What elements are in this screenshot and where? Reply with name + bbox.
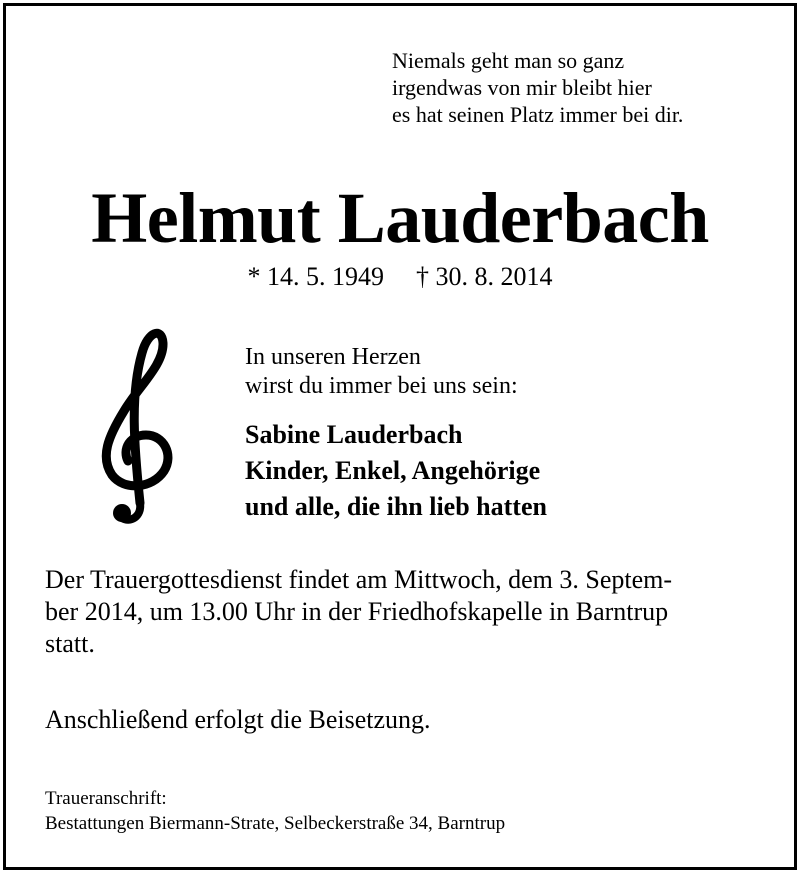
verse-line: es hat seinen Platz immer bei dir.: [392, 102, 684, 127]
address-label: Traueranschrift:: [45, 788, 167, 809]
mourner-line: und alle, die ihn lieb hatten: [245, 492, 547, 521]
mourners-list: [245, 417, 547, 525]
verse-block: [392, 47, 683, 128]
service-announcement: [45, 564, 672, 660]
deceased-name: Helmut Lauderbach: [91, 178, 709, 258]
service-line: statt.: [45, 629, 95, 658]
mourner-line: Kinder, Enkel, Angehörige: [245, 456, 541, 485]
address-text: Bestattungen Biermann-Strate, Selbeckerstraße 34, Barntrup: [45, 813, 506, 834]
burial-note: Anschließend erfolgt die Beisetzung.: [45, 705, 431, 734]
intro-line: In unseren Herzen: [245, 344, 421, 370]
verse-line: Niemals geht man so ganz: [392, 48, 625, 73]
intro-line: wirst du immer bei uns sein:: [245, 373, 518, 399]
birth-date: * 14. 5. 1949: [247, 262, 384, 291]
mourner-line: Sabine Lauderbach: [245, 420, 463, 449]
life-dates: [0, 262, 800, 292]
intro-text: [245, 343, 518, 401]
verse-line: irgendwas von mir bleibt hier: [392, 75, 652, 100]
service-line: ber 2014, um 13.00 Uhr in der Friedhofskapelle in Barntrup: [45, 597, 669, 626]
death-date: † 30. 8. 2014: [416, 262, 553, 291]
service-line: Der Trauergottesdienst findet am Mittwoch, dem 3. Septem-: [45, 565, 673, 594]
funeral-address: [45, 786, 505, 836]
treble-clef-icon: [90, 325, 180, 525]
